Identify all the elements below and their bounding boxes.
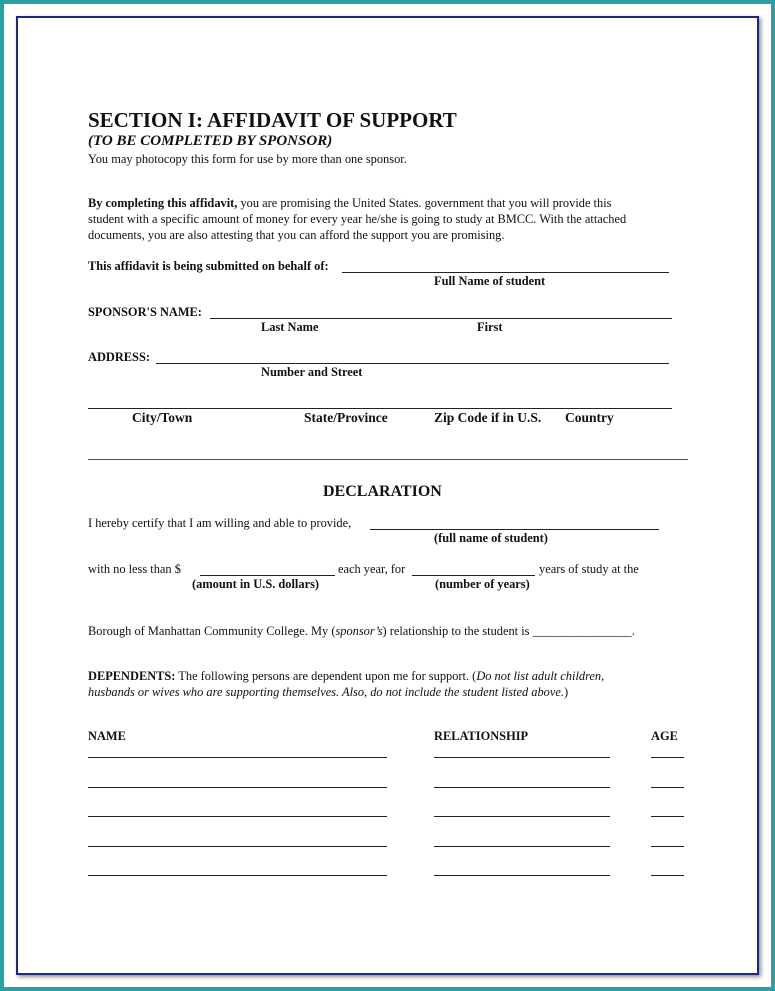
sponsor-label: SPONSOR'S NAME: [88, 305, 202, 319]
intro-line-3: documents, you are also attesting that you can afford the support you are promising. [88, 228, 505, 242]
country-caption: Country [565, 410, 614, 425]
document-page [4, 4, 771, 987]
intro-line-1-text: you are promising the United States. government that you will provide this [237, 196, 612, 210]
address-label: ADDRESS: [88, 350, 150, 364]
relationship-line [88, 624, 635, 639]
dependent-relationship-field[interactable] [434, 787, 610, 788]
dependent-age-field[interactable] [651, 787, 684, 788]
certify-text: I hereby certify that I am willing and able to provide, [88, 516, 352, 530]
dependent-age-field[interactable] [651, 875, 684, 876]
sponsors-italic: sponsor’s [335, 624, 383, 638]
city-state-zip-field[interactable] [88, 408, 672, 409]
dependents-label: DEPENDENTS: [88, 669, 176, 683]
city-caption: City/Town [132, 410, 193, 425]
street-field[interactable] [156, 363, 669, 364]
borough-text: Borough of Manhattan Community College. My ( [88, 624, 336, 638]
years-of-study-text: years of study at the [539, 562, 639, 576]
intro-lead: By completing this affidavit, [88, 196, 238, 210]
sponsor-first-caption: First [477, 320, 503, 334]
dependents-text: The following persons are dependent upon me for support. ( [175, 669, 477, 683]
dependents-italic-1: Do not list adult children, [476, 669, 605, 683]
sponsor-name-field[interactable] [210, 318, 672, 319]
each-year-text: each year, for [338, 562, 406, 576]
dependents-line-2 [88, 684, 568, 700]
declaration-student-field[interactable] [370, 529, 659, 530]
years-caption: (number of years) [435, 577, 530, 591]
intro-line-1 [88, 195, 611, 211]
section-title: SECTION I: AFFIDAVIT OF SUPPORT [88, 108, 457, 132]
behalf-caption: Full Name of student [434, 274, 546, 288]
state-caption: State/Province [304, 410, 388, 425]
section-subtitle: (TO BE COMPLETED BY SPONSOR) [88, 133, 333, 149]
declaration-heading: DECLARATION [323, 483, 442, 500]
dependent-name-field[interactable] [88, 816, 387, 817]
dependent-name-field[interactable] [88, 875, 387, 876]
dependent-relationship-field[interactable] [434, 757, 610, 758]
dependent-age-field[interactable] [651, 757, 684, 758]
street-caption: Number and Street [261, 365, 363, 379]
sponsor-last-caption: Last Name [261, 320, 319, 334]
col-name-header: NAME [88, 729, 126, 743]
col-age-header: AGE [651, 729, 678, 743]
dependent-relationship-field[interactable] [434, 816, 610, 817]
student-caption: (full name of student) [434, 531, 548, 545]
dependent-name-field[interactable] [88, 846, 387, 847]
section-divider [88, 459, 688, 460]
no-less-than-text: with no less than $ [88, 562, 181, 576]
student-name-field[interactable] [342, 272, 669, 273]
dependent-age-field[interactable] [651, 846, 684, 847]
years-field[interactable] [412, 575, 535, 576]
dependents-close: ) [563, 685, 569, 699]
col-relationship-header: RELATIONSHIP [434, 729, 529, 743]
dependent-age-field[interactable] [651, 816, 684, 817]
intro-line-2: student with a specific amount of money for every year he/she is going to study at BMCC. With the attached [88, 212, 627, 226]
relationship-text: ) relationship to the student is [382, 624, 530, 638]
dependents-italic-2: husbands or wives who are supporting themselves. Also, do not include the student listed above. [88, 685, 564, 699]
dependents-line-1 [88, 668, 604, 684]
relationship-field[interactable]: ________________. [532, 624, 635, 638]
amount-field[interactable] [200, 575, 335, 576]
dependent-relationship-field[interactable] [434, 846, 610, 847]
dependent-relationship-field[interactable] [434, 875, 610, 876]
behalf-label: This affidavit is being submitted on behalf of: [88, 259, 329, 273]
dependent-name-field[interactable] [88, 757, 387, 758]
zip-caption: Zip Code if in U.S. [434, 410, 542, 425]
amount-caption: (amount in U.S. dollars) [192, 577, 320, 591]
photocopy-note: You may photocopy this form for use by more than one sponsor. [88, 152, 407, 166]
dependent-name-field[interactable] [88, 787, 387, 788]
